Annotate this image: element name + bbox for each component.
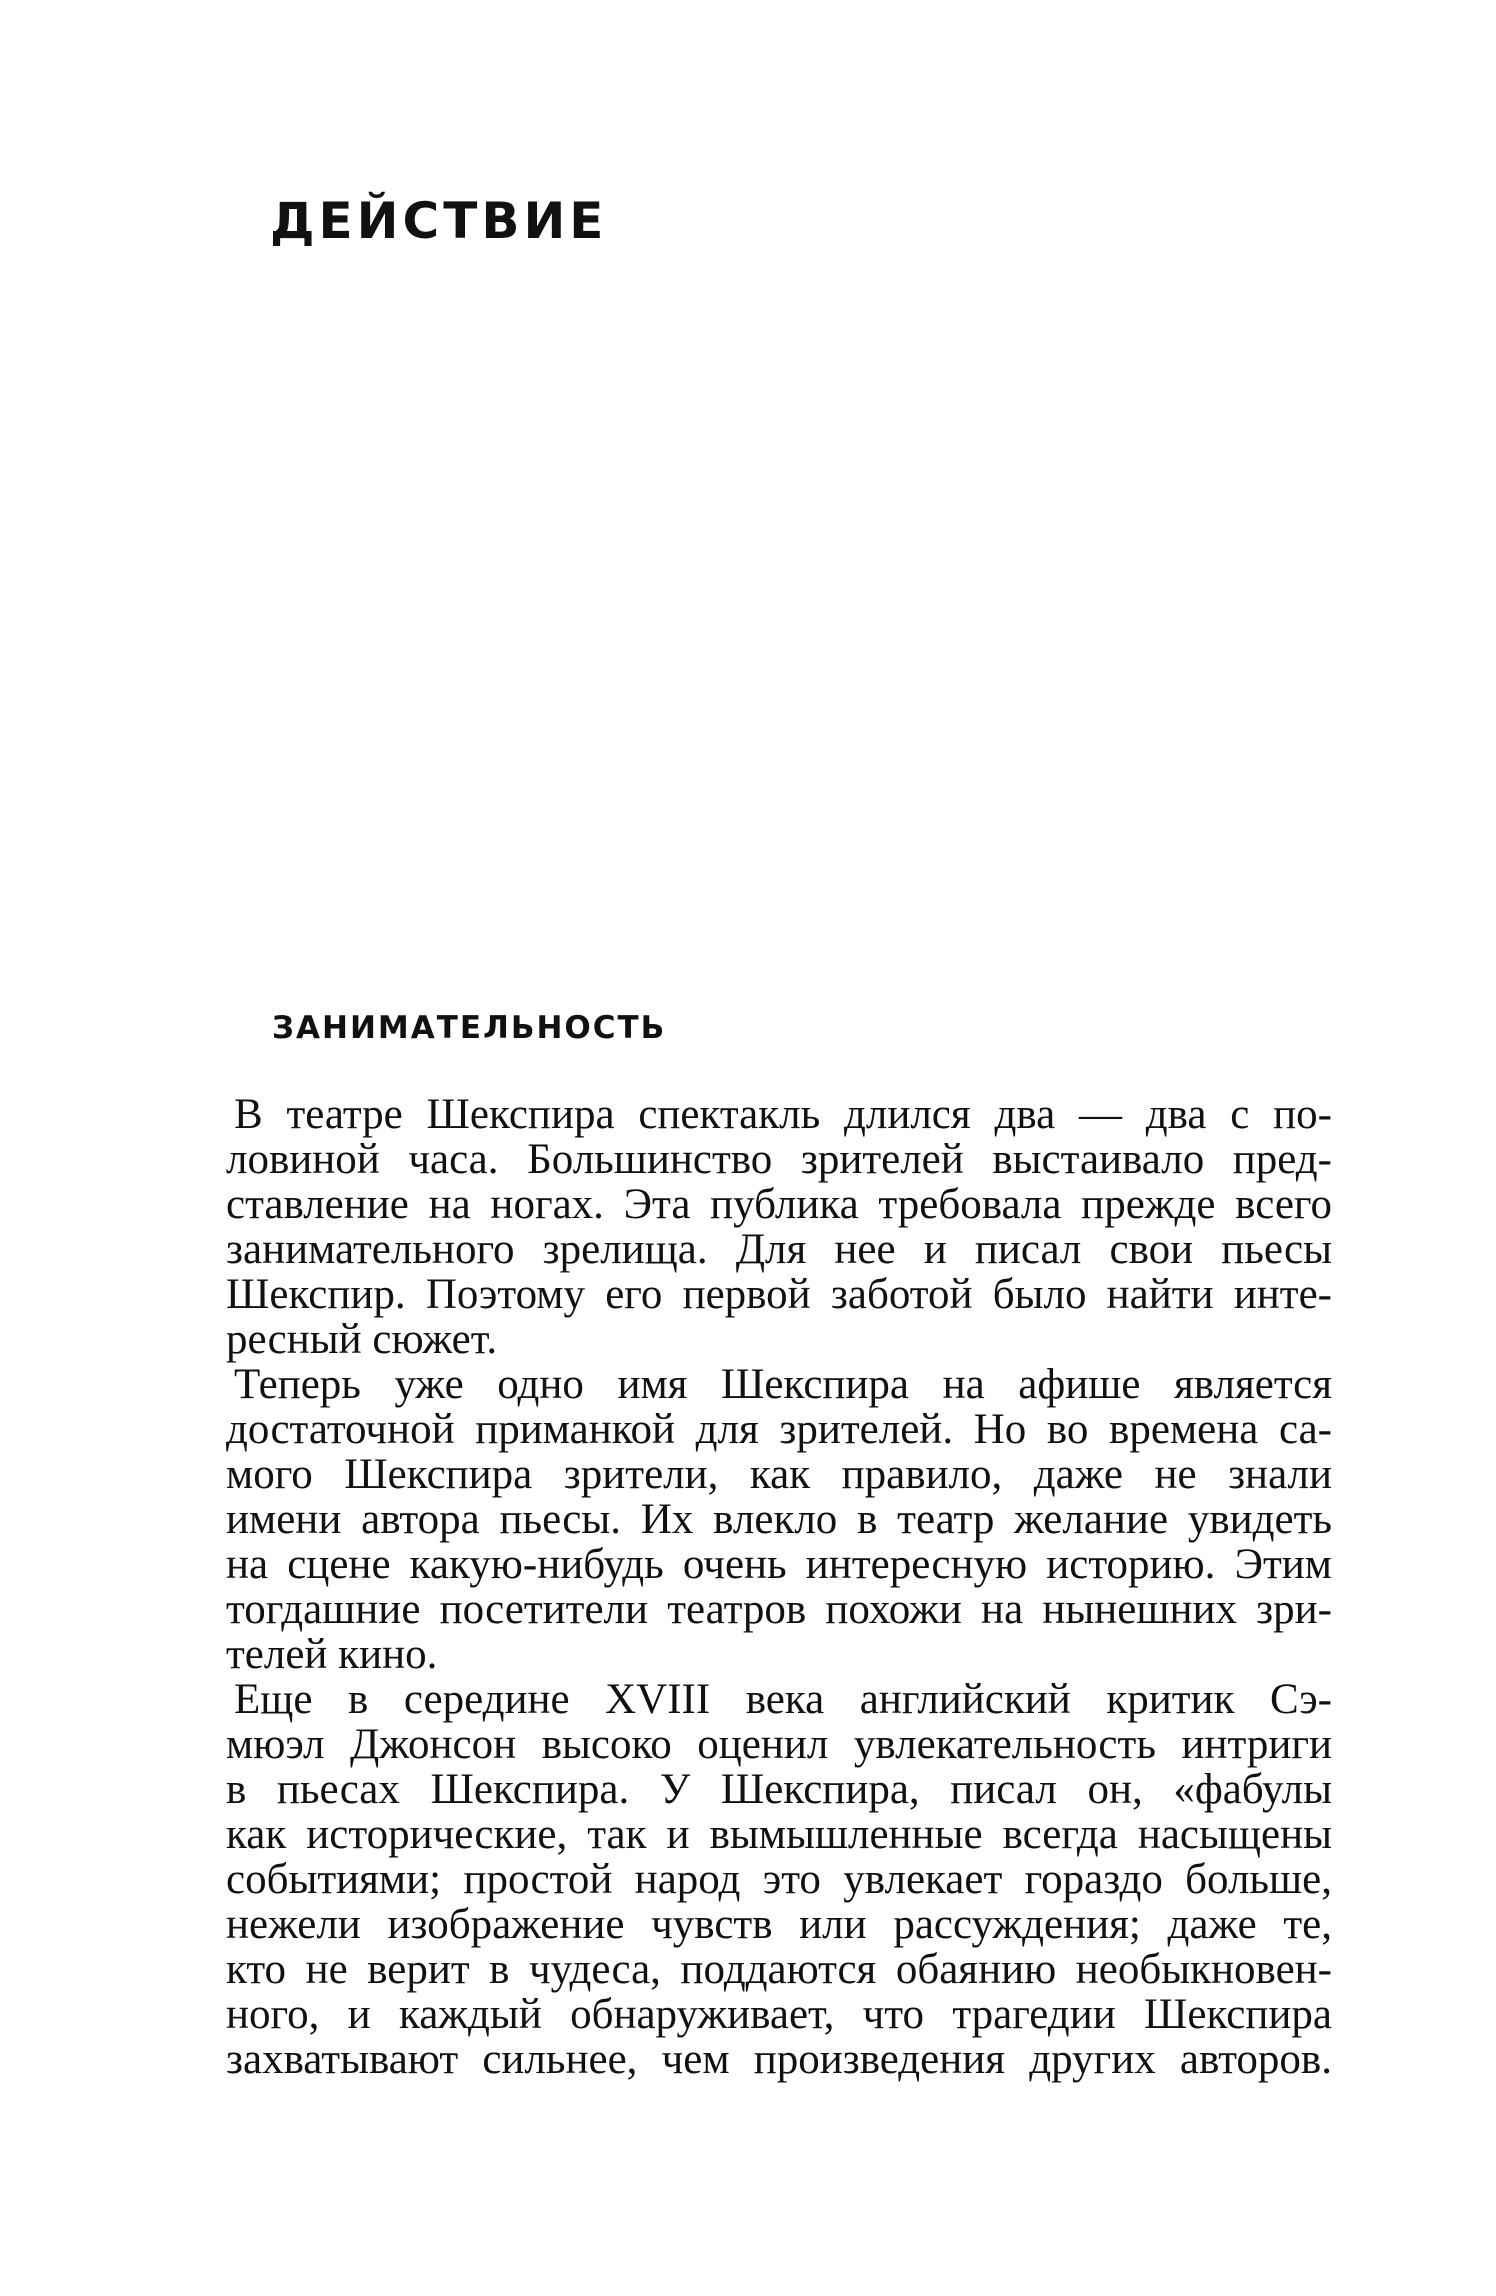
- text-line: в пьесах Шекспира. У Шекспира, писал он, «фабулы: [226, 1766, 1332, 1813]
- text-line: захватывают сильнее, чем произведения других авторов.: [226, 2036, 1332, 2083]
- text-line: как исторические, так и вымышленные всегда насыщены: [226, 1811, 1332, 1858]
- text-line: кто не верит в чудеса, поддаются обаянию необыкновен-: [226, 1946, 1332, 1993]
- text-line: ставление на ногах. Эта публика требовала прежде всего: [226, 1181, 1332, 1228]
- text-line: мюэл Джонсон высоко оценил увлекательность интриги: [226, 1721, 1332, 1768]
- text-line: Шекспир. Поэтому его первой заботой было найти инте-: [226, 1271, 1332, 1318]
- text-line: ловиной часа. Большинство зрителей выстаивало пред-: [226, 1136, 1332, 1183]
- text-line: событиями; простой народ это увлекает гораздо больше,: [226, 1856, 1332, 1903]
- text-line: тогдашние посетители театров похожи на нынешних зри-: [226, 1586, 1332, 1633]
- text-line: достаточной приманкой для зрителей. Но во времена са-: [226, 1406, 1332, 1453]
- part-title: ДЕЙСТВИЕ: [270, 192, 608, 250]
- text-line: на сцене какую-нибудь очень интересную историю. Этим: [226, 1541, 1332, 1588]
- text-line: занимательного зрелища. Для нее и писал свои пьесы: [226, 1226, 1332, 1273]
- text-line: Теперь уже одно имя Шекспира на афише является: [234, 1361, 1332, 1408]
- text-line: В театре Шекспира спектакль длился два — два с по-: [234, 1091, 1332, 1138]
- section-title: ЗАНИМАТЕЛЬНОСТЬ: [272, 1010, 667, 1046]
- text-line: имени автора пьесы. Их влекло в театр желание увидеть: [226, 1496, 1332, 1543]
- text-line: телей кино.: [226, 1631, 438, 1678]
- body-text: [226, 1092, 1332, 2082]
- text-line: нежели изображение чувств или рассуждения; даже те,: [226, 1901, 1332, 1948]
- text-line: ного, и каждый обнаруживает, что трагедии Шекспира: [226, 1991, 1332, 2038]
- text-line: ресный сюжет.: [226, 1316, 498, 1363]
- text-line: мого Шекспира зрители, как правило, даже не знали: [226, 1451, 1332, 1498]
- text-line: Еще в середине XVIII века английский критик Сэ-: [234, 1676, 1332, 1723]
